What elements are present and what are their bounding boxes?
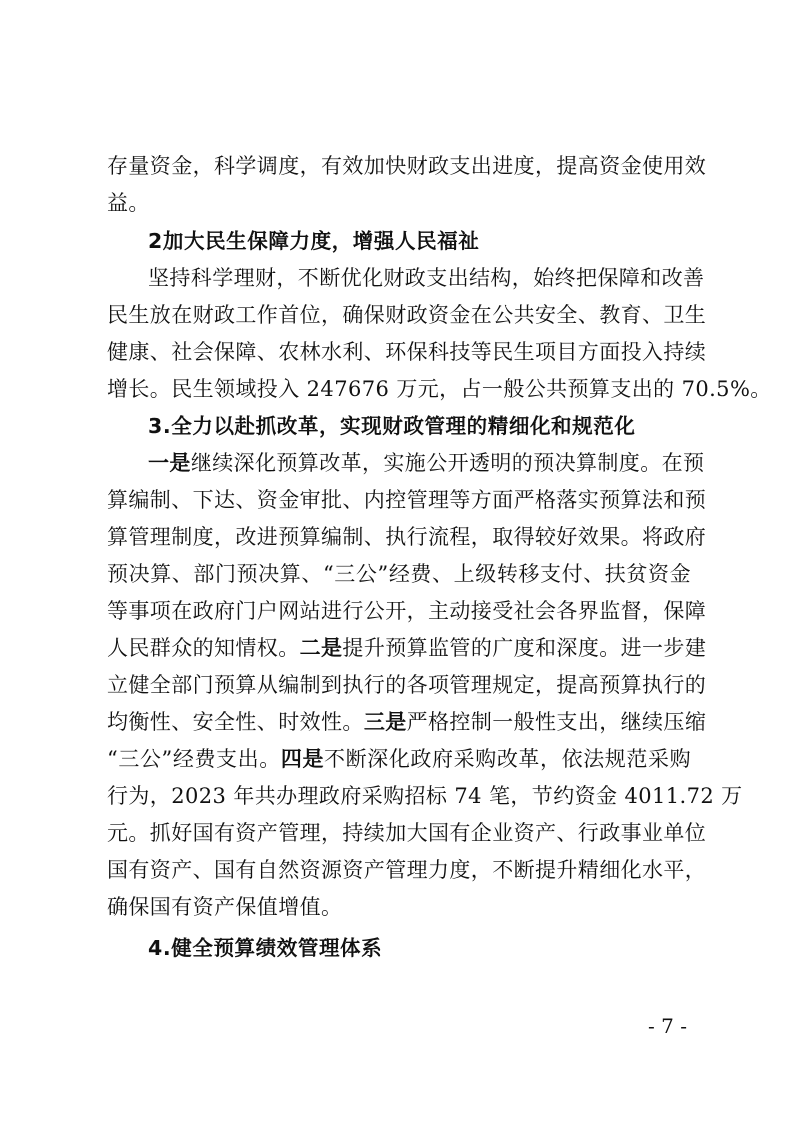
paragraph-line: 健康、社会保障、农林水利、环保科技等民生项目方面投入持续 xyxy=(107,340,707,364)
paragraph-line: 算管理制度，改进预算编制、执行流程，取得较好效果。将政府 xyxy=(107,525,707,549)
emphasis-text: 一是 xyxy=(148,451,191,475)
text-span: 均衡性、安全性、时效性。 xyxy=(107,710,364,734)
section-heading: 2加大民生保障力度，增强人民福祉 xyxy=(148,229,480,253)
paragraph-line xyxy=(107,744,691,774)
paragraph-line: 民生放在财政工作首位，确保财政资金在公共安全、教育、卫生 xyxy=(107,303,707,327)
paragraph-line: 立健全部门预算从编制到执行的各项管理规定，提高预算执行的 xyxy=(107,673,707,697)
paragraph-line: 元。抓好国有资产管理，持续加大国有企业资产、行政事业单位 xyxy=(107,821,707,845)
section-heading: 4.健全预算绩效管理体系 xyxy=(148,936,383,960)
paragraph-line xyxy=(148,448,705,478)
section-heading: 3.全力以赴抓改革，实现财政管理的精细化和规范化 xyxy=(148,414,636,438)
text-span: 提升预算监管的广度和深度。进一步建 xyxy=(342,636,707,660)
text-span: “三公”经费支出。 xyxy=(107,747,281,771)
paragraph-line: 等事项在政府门户网站进行公开，主动接受社会各界监督，保障 xyxy=(107,599,707,623)
paragraph-line: 行为，2023 年共办理政府采购招标 74 笔，节约资金 4011.72 万 xyxy=(107,784,743,808)
paragraph-line: 增长。民生领域投入 247676 万元，占一般公共预算支出的 70.5%。 xyxy=(107,377,772,401)
paragraph-line: 存量资金，科学调度，有效加快财政支出进度，提高资金使用效 xyxy=(107,154,707,178)
paragraph-line: 坚持科学理财，不断优化财政支出结构，始终把保障和改善 xyxy=(148,266,705,290)
paragraph-line xyxy=(107,707,707,737)
paragraph-line xyxy=(107,633,707,663)
paragraph-line: 益。 xyxy=(107,191,150,215)
text-span: 严格控制一般性支出，继续压缩 xyxy=(406,710,707,734)
emphasis-text: 三是 xyxy=(363,710,407,734)
text-span: 人民群众的知情权。 xyxy=(107,636,300,660)
text-span: 不断深化政府采购改革，依法规范采购 xyxy=(324,747,691,771)
paragraph-line: 确保国有资产保值增值。 xyxy=(107,895,343,919)
emphasis-text: 四是 xyxy=(280,747,325,771)
paragraph-line: 算编制、下达、资金审批、内控管理等方面严格落实预算法和预 xyxy=(107,488,707,512)
emphasis-text: 二是 xyxy=(299,636,343,660)
paragraph-line: 国有资产、国有自然资源资产管理力度，不断提升精细化水平， xyxy=(107,858,707,882)
paragraph-line: 预决算、部门预决算、“三公”经费、上级转移支付、扶贫资金 xyxy=(107,562,691,586)
text-span: 继续深化预算改革，实施公开透明的预决算制度。在预 xyxy=(190,451,705,475)
page-number: - 7 - xyxy=(648,1014,687,1038)
